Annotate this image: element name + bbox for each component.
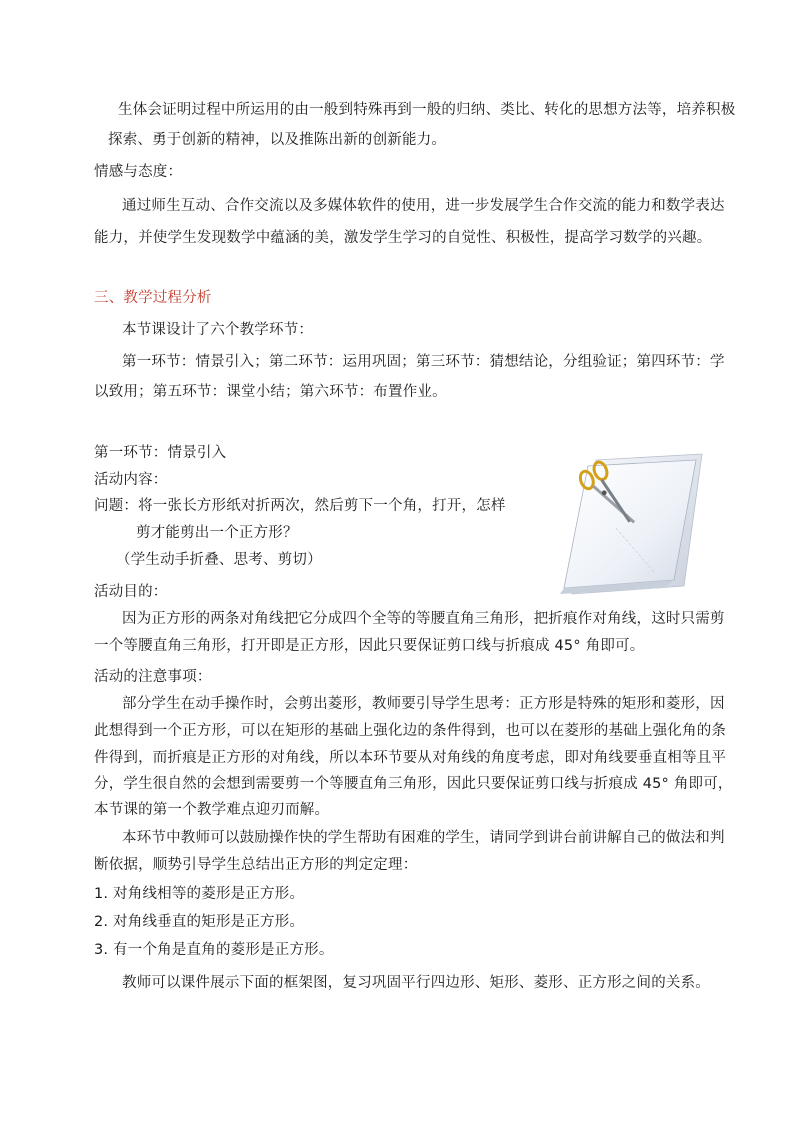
list-item: 3. 有一个角是直角的菱形是正方形。 (94, 942, 334, 958)
paragraph-line: （学生动手折叠、思考、剪切） (116, 552, 322, 568)
paragraph-line: 问题：将一张长方形纸对折两次，然后剪下一个角，打开，怎样 (94, 498, 506, 514)
paragraph-line: 通过师生互动、合作交流以及多媒体软件的使用，进一步发展学生合作交流的能力和数学表达 (122, 198, 725, 214)
paragraph-line: 件得到，而折痕是正方形的对角线，所以本环节要从对角线的角度考虑，即对角线要垂直相等且平 (94, 750, 727, 766)
paragraph-line: 以致用；第五环节：课堂小结；第六环节：布置作业。 (94, 384, 447, 400)
paragraph-line: 本节课的第一个教学难点迎刃而解。 (94, 802, 330, 818)
section-heading: 三、教学过程分析 (94, 290, 212, 306)
paragraph-line: 能力，并使学生发现数学中蕴涵的美，激发学生学习的自觉性、积极性，提高学习数学的兴趣。 (94, 230, 712, 246)
paragraph-line: 本环节中教师可以鼓励操作快的学生帮助有困难的学生，请同学到讲台前讲解自己的做法和判 (122, 830, 725, 846)
paragraph-line: 第一环节：情景引入；第二环节：运用巩固；第三环节：猜想结论，分组验证；第四环节：学 (122, 354, 725, 370)
list-item: 1. 对角线相等的菱形是正方形。 (94, 886, 305, 902)
paragraph-line: 剪才能剪出一个正方形？ (136, 525, 298, 541)
paragraph-line: 教师可以课件展示下面的框架图，复习巩固平行四边形、矩形、菱形、正方形之间的关系。 (122, 975, 710, 991)
section-subtitle: 第一环节：情景引入 (94, 445, 227, 461)
list-item: 2. 对角线垂直的矩形是正方形。 (94, 914, 305, 930)
paragraph-line: 本节课设计了六个教学环节： (122, 322, 314, 338)
paragraph-line: 生体会证明过程中所运用的由一般到特殊再到一般的归纳、类比、转化的思想方法等，培养积极 (118, 102, 736, 118)
section-subtitle: 活动的注意事项： (94, 669, 212, 685)
paragraph-line: 因为正方形的两条对角线把它分成四个全等的等腰直角三角形，把折痕作对角线，这时只需剪 (122, 611, 725, 627)
paragraph-line: 一个等腰直角三角形，打开即是正方形，因此只要保证剪口线与折痕成 45° 角即可。 (94, 638, 645, 654)
section-subtitle: 活动目的： (94, 584, 168, 600)
section-subtitle: 活动内容： (94, 472, 168, 488)
paragraph-line: 此想得到一个正方形，可以在矩形的基础上强化边的条件得到，也可以在菱形的基础上强化角的条 (94, 723, 727, 739)
paragraph-line: 断依据，顺势引导学生总结出正方形的判定定理： (94, 857, 418, 873)
paragraph-line: 探索、勇于创新的精神，以及推陈出新的创新能力。 (108, 132, 447, 148)
paragraph-line: 分，学生很自然的会想到需要剪一个等腰直角三角形，因此只要保证剪口线与折痕成 45° 角即可， (94, 776, 733, 792)
paragraph-line: 部分学生在动手操作时，会剪出菱形，教师要引导学生思考：正方形是特殊的矩形和菱形，因 (122, 696, 725, 712)
paper-and-scissors-icon (556, 448, 708, 596)
section-subtitle: 情感与态度： (94, 164, 183, 180)
